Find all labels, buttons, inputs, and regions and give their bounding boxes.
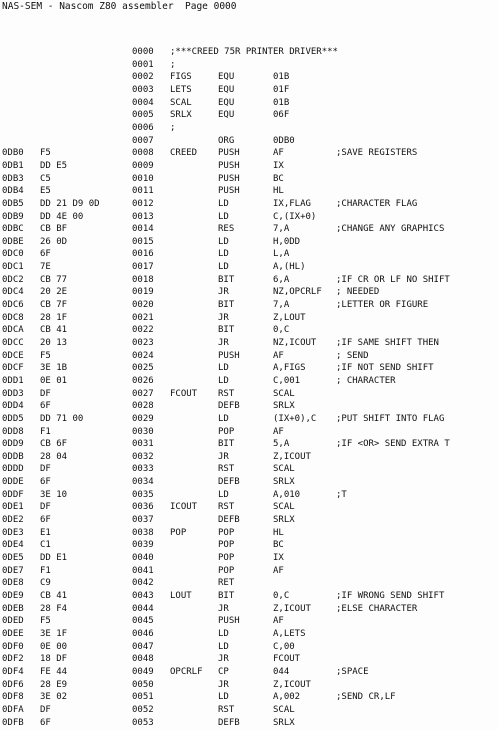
- listing-comment: ;T: [336, 489, 347, 500]
- listing-mnemonic: DEFB: [218, 515, 240, 525]
- listing-address: 0DFA: [2, 704, 24, 715]
- listing-line-number: 0034: [132, 477, 154, 488]
- listing-mnemonic: EQU: [218, 110, 235, 121]
- listing-address: 0DDE: [2, 477, 24, 488]
- listing-mnemonic: JR: [218, 679, 229, 690]
- listing-address: 0DC8: [2, 312, 24, 323]
- listing-operand: BC: [273, 540, 284, 551]
- listing-operand: SCAL: [273, 388, 295, 399]
- listing-label: POP: [170, 527, 187, 538]
- listing-address: 0DC0: [2, 249, 24, 260]
- listing-address: 0DE1: [2, 502, 24, 513]
- listing-operand: AF: [273, 426, 284, 437]
- listing-mnemonic: BIT: [218, 439, 235, 450]
- listing-line-number: 0048: [132, 654, 154, 665]
- listing-line-number: 0044: [132, 603, 154, 614]
- listing-hex-bytes: C9: [40, 578, 51, 589]
- listing-operand: Z,ICOUT: [273, 679, 311, 690]
- listing-hex-bytes: 6F: [40, 515, 51, 525]
- listing-line-number: 0028: [132, 401, 154, 412]
- listing-hex-bytes: 7E: [40, 262, 51, 273]
- listing-operand: A,LETS: [273, 628, 306, 639]
- listing-line-number: 0047: [132, 641, 154, 652]
- listing-comment: ;IF <OR> SEND EXTRA T: [336, 439, 450, 450]
- listing-address: 0DD3: [2, 388, 24, 399]
- listing-address: 0DCC: [2, 337, 24, 348]
- listing-line-number: 0013: [132, 211, 154, 222]
- listing-line-number: 0045: [132, 616, 154, 627]
- listing-operand: 0,C: [273, 325, 290, 336]
- listing-operand: NZ,ICOUT: [273, 337, 317, 348]
- listing-hex-bytes: DD E1: [40, 553, 68, 563]
- listing-mnemonic: BIT: [218, 300, 235, 310]
- listing-mnemonic: POP: [218, 426, 235, 437]
- listing-operand: AF: [273, 350, 284, 361]
- listing-line-number: 0042: [132, 578, 154, 589]
- listing-hex-bytes: F1: [40, 565, 51, 576]
- page-header: NAS-SEM - Nascom Z80 assembler Page 0000: [2, 1, 237, 12]
- listing-comment: ;CHANGE ANY GRAPHICS: [336, 224, 445, 235]
- listing-operand: 5,A: [273, 439, 290, 450]
- listing-address: 0DE3: [2, 527, 24, 538]
- listing-mnemonic: PUSH: [218, 186, 240, 197]
- listing-hex-bytes: 6F: [40, 401, 51, 412]
- listing-comment: ; NEEDED: [336, 287, 380, 298]
- listing-address: 0DED: [2, 616, 24, 627]
- listing-mnemonic: LD: [218, 628, 229, 639]
- listing-address: 0DB1: [2, 160, 24, 171]
- listing-label: ICOUT: [170, 502, 198, 513]
- listing-hex-bytes: CB BF: [40, 224, 68, 235]
- listing-operand: A,(HL): [273, 262, 306, 273]
- listing-line-number: 0012: [132, 198, 154, 209]
- listing-mnemonic: PUSH: [218, 148, 240, 159]
- listing-operand: 044: [273, 666, 290, 677]
- listing-mnemonic: BIT: [218, 591, 235, 601]
- listing-address: 0DBC: [2, 224, 24, 235]
- listing-operand: A,FIGS: [273, 363, 306, 374]
- listing-comment: ; CHARACTER: [336, 375, 396, 386]
- listing-hex-bytes: 28 04: [40, 451, 68, 462]
- listing-operand: AF: [273, 565, 284, 576]
- listing-mnemonic: PUSH: [218, 160, 240, 171]
- listing-mnemonic: JR: [218, 287, 229, 298]
- listing-mnemonic: EQU: [218, 72, 235, 83]
- listing-hex-bytes: C1: [40, 540, 51, 551]
- listing-line-number: 0010: [132, 173, 154, 184]
- listing-mnemonic: JR: [218, 312, 229, 323]
- listing-hex-bytes: F5: [40, 616, 51, 627]
- listing-line-number: 0002: [132, 72, 154, 83]
- listing-label: SRLX: [170, 110, 192, 121]
- listing-mnemonic: RES: [218, 224, 235, 235]
- listing-mnemonic: LD: [218, 249, 229, 260]
- listing-address: 0DDD: [2, 464, 24, 475]
- listing-comment: ;SAVE REGISTERS: [336, 148, 418, 159]
- listing-hex-bytes: DF: [40, 704, 51, 715]
- listing-hex-bytes: 28 1F: [40, 312, 68, 323]
- listing-hex-bytes: E1: [40, 527, 51, 538]
- listing-mnemonic: POP: [218, 553, 235, 563]
- listing-line-number: 0018: [132, 274, 154, 285]
- listing-hex-bytes: 3E 1F: [40, 628, 68, 639]
- listing-mnemonic: PUSH: [218, 350, 240, 361]
- listing-address: 0DE9: [2, 591, 24, 601]
- listing-address: 0DE8: [2, 578, 24, 589]
- listing-address: 0DCF: [2, 363, 24, 374]
- listing-hex-bytes: CB 41: [40, 325, 68, 336]
- listing-hex-bytes: 18 DF: [40, 654, 68, 665]
- listing-address: 0DB3: [2, 173, 24, 184]
- listing-hex-bytes: DD 21 D9 0D: [40, 198, 100, 209]
- listing-line-number: 0038: [132, 527, 154, 538]
- listing-operand: AF: [273, 148, 284, 159]
- listing-address: 0DD8: [2, 426, 24, 437]
- listing-line-number: 0029: [132, 413, 154, 424]
- listing-hex-bytes: DF: [40, 464, 51, 475]
- listing-hex-bytes: DD 71 00: [40, 413, 84, 424]
- listing-line-number: 0049: [132, 666, 154, 677]
- listing-address: 0DD1: [2, 375, 24, 386]
- listing-address: 0DC4: [2, 287, 24, 298]
- listing-address: 0DC6: [2, 300, 24, 310]
- listing-operand: NZ,OPCRLF: [273, 287, 322, 298]
- listing-comment: ; SEND: [336, 350, 369, 361]
- listing-hex-bytes: 28 F4: [40, 603, 68, 614]
- listing-operand: 01F: [273, 85, 290, 95]
- listing-line-number: 0004: [132, 97, 154, 108]
- listing-line-number: 0009: [132, 160, 154, 171]
- listing-comment: ;CHARACTER FLAG: [336, 198, 418, 209]
- listing-line-number: 0023: [132, 337, 154, 348]
- listing-operand: Z,LOUT: [273, 312, 306, 323]
- listing-address: 0DEE: [2, 628, 24, 639]
- listing-hex-bytes: 28 E9: [40, 679, 68, 690]
- listing-operand: (IX+0),C: [273, 413, 317, 424]
- listing-operand: SRLX: [273, 515, 295, 525]
- listing-line-number: 0043: [132, 591, 154, 601]
- listing-mnemonic: DEFB: [218, 717, 240, 728]
- listing-address: 0DD9: [2, 439, 24, 450]
- listing-operand: C,00: [273, 641, 295, 652]
- listing-operand: SRLX: [273, 401, 295, 412]
- listing-line-number: 0033: [132, 464, 154, 475]
- listing-operand: 7,A: [273, 300, 290, 310]
- listing-operand: SRLX: [273, 717, 295, 728]
- listing-mnemonic: BIT: [218, 325, 235, 336]
- listing-hex-bytes: FE 44: [40, 666, 68, 677]
- listing-line-number: 0014: [132, 224, 154, 235]
- listing-line-number: 0024: [132, 350, 154, 361]
- listing-line-number: 0051: [132, 692, 154, 703]
- listing-directive: ;: [170, 122, 176, 133]
- listing-operand: FCOUT: [273, 654, 301, 665]
- listing-label: FCOUT: [170, 388, 198, 399]
- listing-operand: IX,FLAG: [273, 198, 311, 209]
- listing-mnemonic: POP: [218, 540, 235, 551]
- listing-address: 0DB0: [2, 148, 24, 159]
- listing-address: 0DDB: [2, 451, 24, 462]
- listing-line-number: 0050: [132, 679, 154, 690]
- listing-address: 0DB9: [2, 211, 24, 222]
- listing-label: LOUT: [170, 591, 192, 601]
- listing-line-number: 0052: [132, 704, 154, 715]
- listing-comment: ;SEND CR,LF: [336, 692, 396, 703]
- listing-operand: 6,A: [273, 274, 290, 285]
- listing-mnemonic: JR: [218, 654, 229, 665]
- listing-line-number: 0040: [132, 553, 154, 563]
- listing-line-number: 0039: [132, 540, 154, 551]
- listing-hex-bytes: 3E 02: [40, 692, 68, 703]
- listing-directive: ;***CREED 75R PRINTER DRIVER***: [170, 47, 338, 57]
- listing-comment: ;PUT SHIFT INTO FLAG: [336, 413, 445, 424]
- listing-address: 0DC2: [2, 274, 24, 285]
- listing-mnemonic: LD: [218, 363, 229, 374]
- listing-label: FIGS: [170, 72, 192, 83]
- listing-mnemonic: RST: [218, 502, 235, 513]
- listing-operand: AF: [273, 616, 284, 627]
- listing-hex-bytes: F5: [40, 350, 51, 361]
- listing-mnemonic: CP: [218, 666, 229, 677]
- listing-line-number: 0032: [132, 451, 154, 462]
- listing-address: 0DCE: [2, 350, 24, 361]
- listing-line-number: 0026: [132, 375, 154, 386]
- listing-mnemonic: EQU: [218, 85, 235, 95]
- listing-line-number: 0053: [132, 717, 154, 728]
- listing-operand: IX: [273, 553, 284, 563]
- listing-operand: HL: [273, 186, 284, 197]
- listing-mnemonic: DEFB: [218, 477, 240, 488]
- listing-operand: SCAL: [273, 464, 295, 475]
- listing-mnemonic: POP: [218, 565, 235, 576]
- listing-mnemonic: ORG: [218, 135, 235, 146]
- listing-comment: ;ELSE CHARACTER: [336, 603, 418, 614]
- listing-operand: H,0DD: [273, 236, 301, 247]
- listing-line-number: 0041: [132, 565, 154, 576]
- listing-mnemonic: LD: [218, 692, 229, 703]
- listing-line-number: 0016: [132, 249, 154, 260]
- listing-hex-bytes: CB 77: [40, 274, 68, 285]
- listing-mnemonic: RST: [218, 464, 235, 475]
- listing-hex-bytes: 6F: [40, 477, 51, 488]
- listing-hex-bytes: F1: [40, 426, 51, 437]
- listing-mnemonic: LD: [218, 198, 229, 209]
- listing-line-number: 0030: [132, 426, 154, 437]
- listing-hex-bytes: CB 7F: [40, 300, 68, 310]
- listing-line-number: 0025: [132, 363, 154, 374]
- listing-comment: ;IF SAME SHIFT THEN: [336, 337, 439, 348]
- listing-comment: ;IF WRONG SEND SHIFT: [336, 591, 445, 601]
- listing-line-number: 0007: [132, 135, 154, 146]
- listing-address: 0DC1: [2, 262, 24, 273]
- listing-hex-bytes: CB 41: [40, 591, 68, 601]
- listing-hex-bytes: DD 4E 00: [40, 211, 84, 222]
- listing-line-number: 0015: [132, 236, 154, 247]
- listing-label: CREED: [170, 148, 198, 159]
- listing-operand: C,(IX+0): [273, 211, 317, 222]
- listing-operand: A,002: [273, 692, 301, 703]
- listing-line-number: 0001: [132, 59, 154, 70]
- listing-line-number: 0046: [132, 628, 154, 639]
- listing-operand: 7,A: [273, 224, 290, 235]
- listing-operand: 01B: [273, 72, 290, 83]
- listing-operand: C,001: [273, 375, 301, 386]
- listing-operand: SCAL: [273, 502, 295, 513]
- listing-address: 0DB4: [2, 186, 24, 197]
- listing-line-number: 0019: [132, 287, 154, 298]
- listing-mnemonic: LD: [218, 236, 229, 247]
- listing-hex-bytes: 3E 10: [40, 489, 68, 500]
- listing-mnemonic: PUSH: [218, 173, 240, 184]
- listing-label: OPCRLF: [170, 666, 203, 677]
- listing-mnemonic: LD: [218, 262, 229, 273]
- listing-hex-bytes: F5: [40, 148, 51, 159]
- listing-address: 0DB5: [2, 198, 24, 209]
- listing-line-number: 0005: [132, 110, 154, 121]
- listing-hex-bytes: DF: [40, 388, 51, 399]
- listing-address: 0DE5: [2, 553, 24, 563]
- listing-line-number: 0003: [132, 85, 154, 95]
- listing-comment: ;IF NOT SEND SHIFT: [336, 363, 434, 374]
- listing-mnemonic: JR: [218, 451, 229, 462]
- listing-line-number: 0037: [132, 515, 154, 525]
- listing-hex-bytes: C5: [40, 173, 51, 184]
- listing-mnemonic: BIT: [218, 274, 235, 285]
- listing-address: 0DF2: [2, 654, 24, 665]
- listing-mnemonic: EQU: [218, 97, 235, 108]
- listing-label: LETS: [170, 85, 192, 95]
- listing-line-number: 0008: [132, 148, 154, 159]
- listing-line-number: 0020: [132, 300, 154, 310]
- listing-line-number: 0021: [132, 312, 154, 323]
- listing-hex-bytes: E5: [40, 186, 51, 197]
- listing-label: SCAL: [170, 97, 192, 108]
- listing-line-number: 0035: [132, 489, 154, 500]
- listing-address: 0DD5: [2, 413, 24, 424]
- listing-mnemonic: POP: [218, 527, 235, 538]
- listing-comment: ;IF CR OR LF NO SHIFT: [336, 274, 450, 285]
- listing-operand: L,A: [273, 249, 290, 260]
- listing-mnemonic: DEFB: [218, 401, 240, 412]
- listing-hex-bytes: 0E 00: [40, 641, 68, 652]
- listing-line-number: 0011: [132, 186, 154, 197]
- listing-address: 0DF0: [2, 641, 24, 652]
- listing-operand: SCAL: [273, 704, 295, 715]
- listing-hex-bytes: 26 0D: [40, 236, 68, 247]
- listing-line-number: 0006: [132, 122, 154, 133]
- listing-mnemonic: RET: [218, 578, 235, 589]
- listing-operand: BC: [273, 173, 284, 184]
- listing-hex-bytes: 3E 1B: [40, 363, 68, 374]
- listing-address: 0DFB: [2, 717, 24, 728]
- listing-mnemonic: RST: [218, 388, 235, 399]
- listing-operand: Z,ICOUT: [273, 451, 311, 462]
- listing-line-number: 0022: [132, 325, 154, 336]
- listing-operand: Z,ICOUT: [273, 603, 311, 614]
- listing-mnemonic: RST: [218, 704, 235, 715]
- listing-hex-bytes: 20 2E: [40, 287, 68, 298]
- listing-address: 0DF8: [2, 692, 24, 703]
- listing-line-number: 0031: [132, 439, 154, 450]
- listing-line-number: 0027: [132, 388, 154, 399]
- listing-operand: 06F: [273, 110, 290, 121]
- listing-address: 0DF6: [2, 679, 24, 690]
- listing-mnemonic: LD: [218, 375, 229, 386]
- listing-operand: SRLX: [273, 477, 295, 488]
- listing-address: 0DE7: [2, 565, 24, 576]
- listing-address: 0DDF: [2, 489, 24, 500]
- listing-line-number: 0017: [132, 262, 154, 273]
- listing-address: 0DBE: [2, 236, 24, 247]
- listing-mnemonic: PUSH: [218, 616, 240, 627]
- listing-operand: A,010: [273, 489, 301, 500]
- listing-hex-bytes: DF: [40, 502, 51, 513]
- listing-hex-bytes: 6F: [40, 717, 51, 728]
- listing-address: 0DD4: [2, 401, 24, 412]
- listing-address: 0DCA: [2, 325, 24, 336]
- listing-mnemonic: JR: [218, 337, 229, 348]
- listing-operand: IX: [273, 160, 284, 171]
- listing-hex-bytes: 6F: [40, 249, 51, 260]
- listing-mnemonic: LD: [218, 413, 229, 424]
- listing-hex-bytes: 20 13: [40, 337, 68, 348]
- listing-operand: 01B: [273, 97, 290, 108]
- listing-hex-bytes: DD E5: [40, 160, 68, 171]
- listing-mnemonic: JR: [218, 603, 229, 614]
- listing-operand: HL: [273, 527, 284, 538]
- listing-hex-bytes: 0E 01: [40, 375, 68, 386]
- listing-hex-bytes: CB 6F: [40, 439, 68, 450]
- listing-mnemonic: LD: [218, 211, 229, 222]
- listing-comment: ;LETTER OR FIGURE: [336, 300, 429, 310]
- listing-mnemonic: LD: [218, 489, 229, 500]
- listing-operand: 0DB0: [273, 135, 295, 146]
- listing-line-number: 0000: [132, 47, 154, 57]
- listing-address: 0DEB: [2, 603, 24, 614]
- listing-line-number: 0036: [132, 502, 154, 513]
- listing-directive: ;: [170, 59, 176, 70]
- listing-operand: 0,C: [273, 591, 290, 601]
- listing-address: 0DE2: [2, 515, 24, 525]
- listing-comment: ;SPACE: [336, 666, 369, 677]
- listing-address: 0DF4: [2, 666, 24, 677]
- listing-mnemonic: LD: [218, 641, 229, 652]
- listing-address: 0DE4: [2, 540, 24, 551]
